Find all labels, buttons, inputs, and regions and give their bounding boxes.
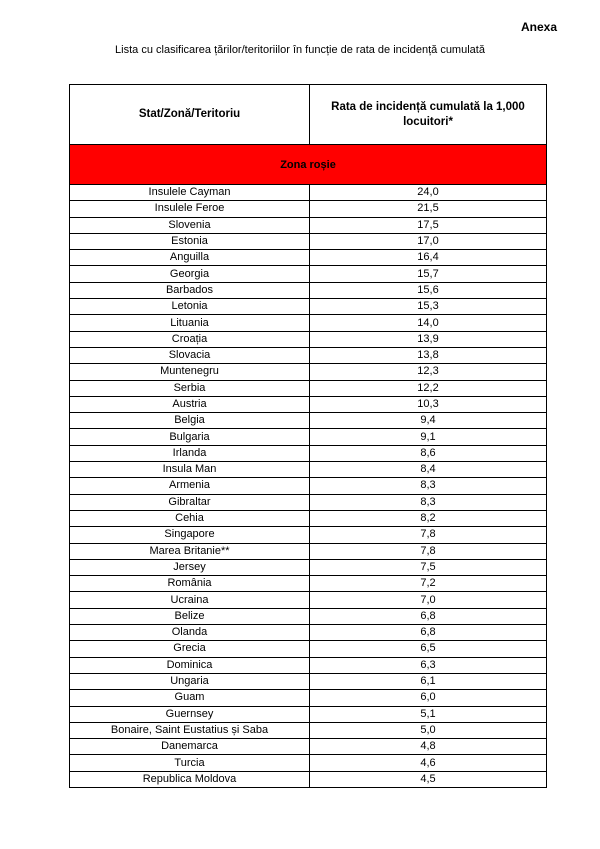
country-cell: Ungaria (70, 673, 310, 689)
table-row (70, 722, 547, 738)
table-row (70, 445, 547, 461)
rate-cell: 4,6 (310, 755, 547, 771)
rate-cell: 24,0 (310, 185, 547, 201)
table-row (70, 641, 547, 657)
rate-cell: 8,2 (310, 510, 547, 526)
country-cell: Letonia (70, 299, 310, 315)
table-row (70, 462, 547, 478)
rate-cell: 17,5 (310, 217, 547, 233)
country-cell: Bulgaria (70, 429, 310, 445)
table-row (70, 755, 547, 771)
country-cell: Georgia (70, 266, 310, 282)
rate-cell: 4,5 (310, 771, 547, 787)
country-cell: Olanda (70, 625, 310, 641)
country-cell: Croația (70, 331, 310, 347)
country-cell: Gibraltar (70, 494, 310, 510)
rate-cell: 8,3 (310, 494, 547, 510)
table-row (70, 625, 547, 641)
country-cell: Turcia (70, 755, 310, 771)
rate-cell: 12,3 (310, 364, 547, 380)
table-row (70, 608, 547, 624)
rate-cell: 13,9 (310, 331, 547, 347)
rate-cell: 7,8 (310, 527, 547, 543)
rate-cell: 5,1 (310, 706, 547, 722)
country-cell: Singapore (70, 527, 310, 543)
country-cell: România (70, 576, 310, 592)
rate-cell: 6,3 (310, 657, 547, 673)
table-row (70, 657, 547, 673)
country-cell: Guam (70, 690, 310, 706)
column-header-rate: Rata de incidență cumulată la 1,000 locuitori* (310, 85, 547, 145)
rate-cell: 4,8 (310, 739, 547, 755)
table-row (70, 559, 547, 575)
country-cell: Belize (70, 608, 310, 624)
rate-cell: 5,0 (310, 722, 547, 738)
country-cell: Bonaire, Saint Eustatius și Saba (70, 722, 310, 738)
rate-cell: 7,8 (310, 543, 547, 559)
table-row (70, 315, 547, 331)
rate-cell: 15,6 (310, 282, 547, 298)
table-row (70, 201, 547, 217)
rate-cell: 8,3 (310, 478, 547, 494)
table-row (70, 543, 547, 559)
zone-row (70, 145, 547, 185)
rate-cell: 8,6 (310, 445, 547, 461)
country-cell: Serbia (70, 380, 310, 396)
rate-cell: 13,8 (310, 347, 547, 363)
country-cell: Austria (70, 396, 310, 412)
table-row (70, 673, 547, 689)
table-row (70, 576, 547, 592)
rate-cell: 6,5 (310, 641, 547, 657)
rate-cell: 14,0 (310, 315, 547, 331)
rate-cell: 21,5 (310, 201, 547, 217)
document-subtitle: Lista cu clasificarea țărilor/teritoriilor în funcție de rata de incidență cumulată (115, 44, 485, 56)
country-cell: Ucraina (70, 592, 310, 608)
table-row (70, 592, 547, 608)
country-cell: Dominica (70, 657, 310, 673)
country-cell: Armenia (70, 478, 310, 494)
table-row (70, 478, 547, 494)
country-cell: Barbados (70, 282, 310, 298)
rate-cell: 10,3 (310, 396, 547, 412)
table-row (70, 706, 547, 722)
country-cell: Muntenegru (70, 364, 310, 380)
rate-cell: 17,0 (310, 233, 547, 249)
table-row (70, 233, 547, 249)
rate-cell: 15,3 (310, 299, 547, 315)
country-cell: Insulele Cayman (70, 185, 310, 201)
country-cell: Marea Britanie** (70, 543, 310, 559)
table-row (70, 396, 547, 412)
rate-cell: 7,0 (310, 592, 547, 608)
country-cell: Republica Moldova (70, 771, 310, 787)
rate-cell: 6,0 (310, 690, 547, 706)
country-cell: Slovenia (70, 217, 310, 233)
rate-cell: 9,1 (310, 429, 547, 445)
country-cell: Irlanda (70, 445, 310, 461)
table-row (70, 185, 547, 201)
country-cell: Lituania (70, 315, 310, 331)
incidence-table (69, 84, 547, 788)
table-row (70, 739, 547, 755)
rate-cell: 16,4 (310, 250, 547, 266)
country-cell: Insula Man (70, 462, 310, 478)
country-cell: Danemarca (70, 739, 310, 755)
table-row (70, 299, 547, 315)
rate-cell: 6,8 (310, 625, 547, 641)
table-row (70, 690, 547, 706)
country-cell: Insulele Feroe (70, 201, 310, 217)
rate-cell: 6,1 (310, 673, 547, 689)
table-row (70, 510, 547, 526)
table-header-row (70, 85, 547, 145)
table-row (70, 413, 547, 429)
table-row (70, 494, 547, 510)
table-row (70, 331, 547, 347)
table-row (70, 266, 547, 282)
table-row (70, 429, 547, 445)
country-cell: Anguilla (70, 250, 310, 266)
country-cell: Estonia (70, 233, 310, 249)
table-row (70, 771, 547, 787)
rate-cell: 9,4 (310, 413, 547, 429)
rate-cell: 7,2 (310, 576, 547, 592)
rate-cell: 12,2 (310, 380, 547, 396)
column-header-country: Stat/Zonă/Teritoriu (70, 85, 310, 145)
table-row (70, 380, 547, 396)
table-row (70, 217, 547, 233)
rate-cell: 15,7 (310, 266, 547, 282)
table-row (70, 282, 547, 298)
rate-cell: 7,5 (310, 559, 547, 575)
country-cell: Grecia (70, 641, 310, 657)
annex-label: Anexa (520, 20, 557, 34)
country-cell: Slovacia (70, 347, 310, 363)
country-cell: Guernsey (70, 706, 310, 722)
table-row (70, 250, 547, 266)
table-row (70, 347, 547, 363)
rate-cell: 6,8 (310, 608, 547, 624)
country-cell: Belgia (70, 413, 310, 429)
table-row (70, 364, 547, 380)
table-row (70, 527, 547, 543)
zone-label: Zona roșie (70, 145, 547, 185)
rate-cell: 8,4 (310, 462, 547, 478)
country-cell: Cehia (70, 510, 310, 526)
country-cell: Jersey (70, 559, 310, 575)
